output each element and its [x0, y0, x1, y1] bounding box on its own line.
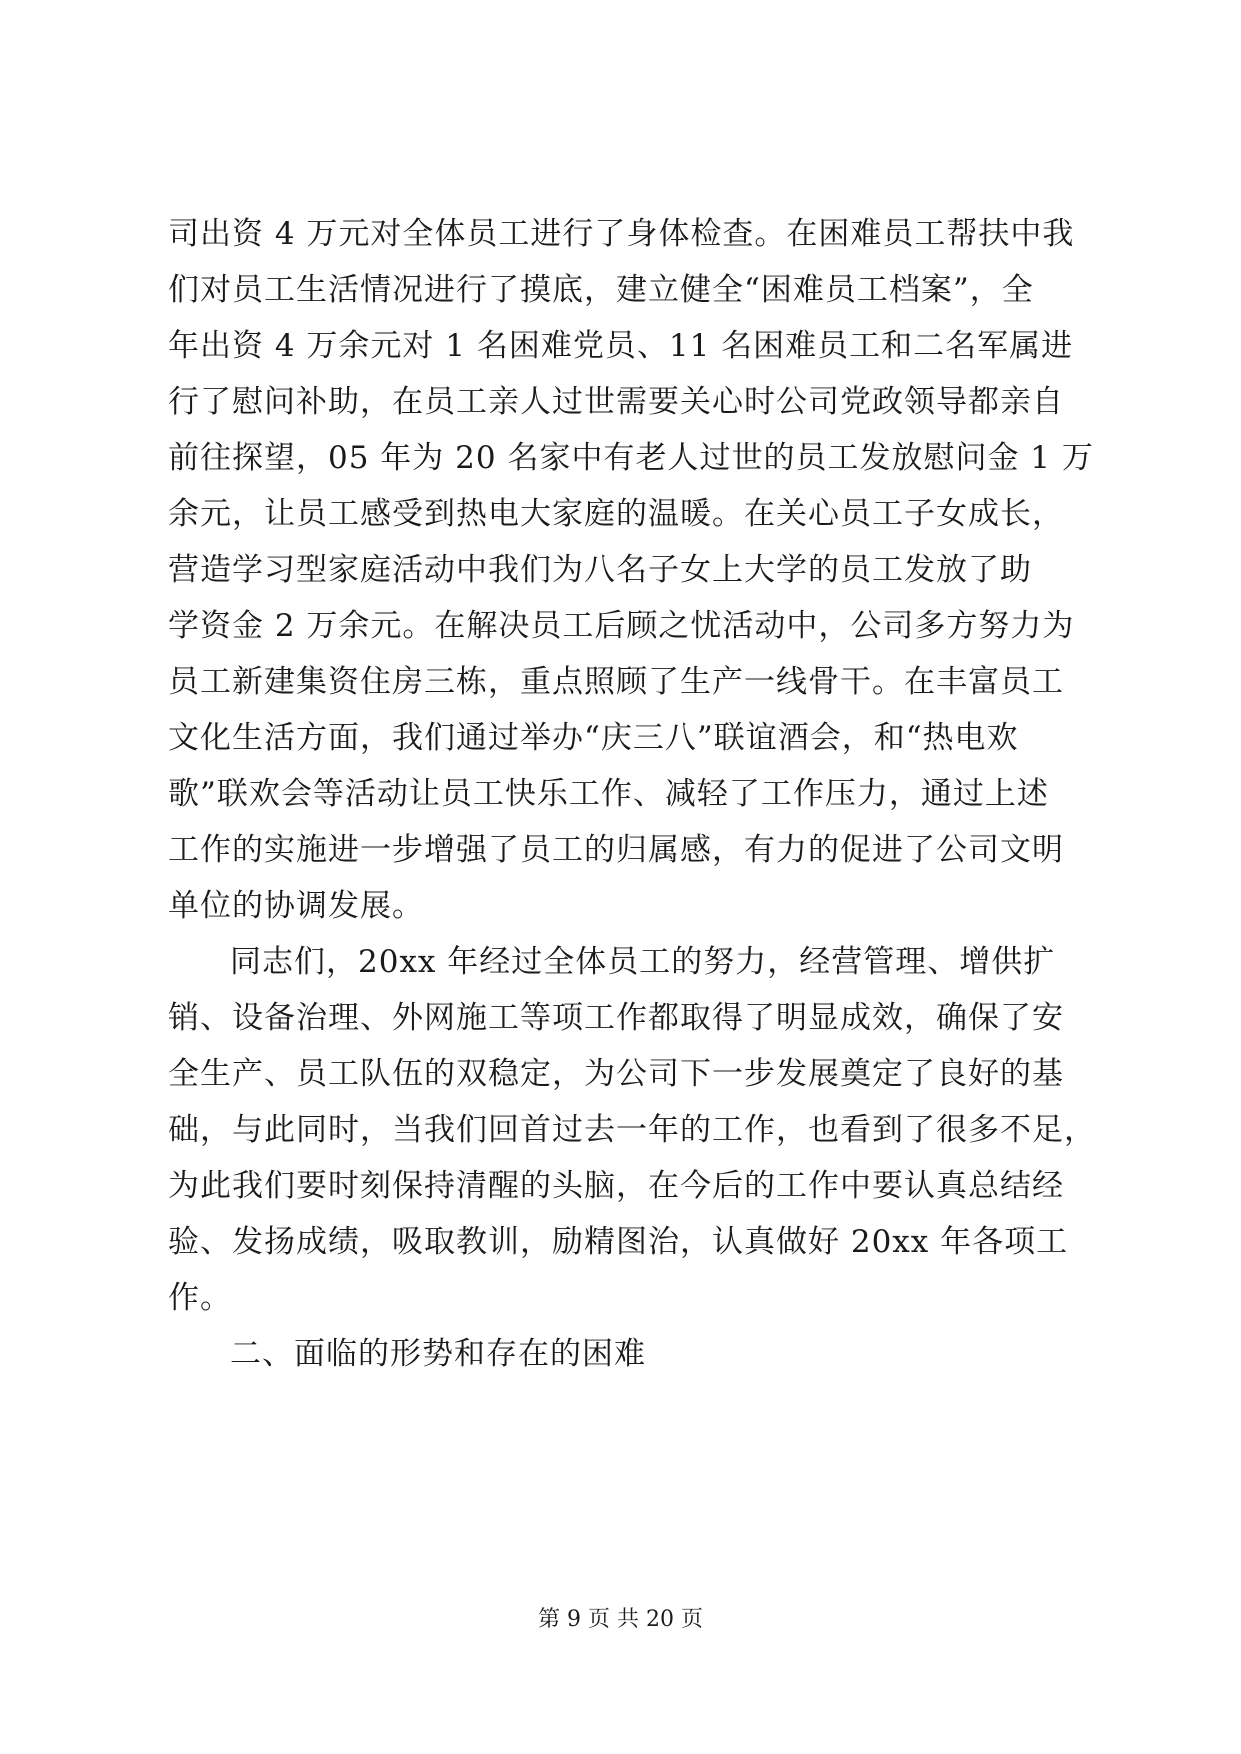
paragraph2-line-1: 同志们，20xx 年经过全体员工的努力，经营管理、增供扩: [230, 944, 1056, 980]
paragraph1-line-13: 单位的协调发展。: [168, 888, 424, 924]
paragraph2-line-5: 为此我们要时刻保持清醒的头脑，在今后的工作中要认真总结经: [168, 1168, 1064, 1204]
paragraph2-line-6: 验、发扬成绩，吸取教训，励精图治，认真做好 20xx 年各项工: [168, 1224, 1069, 1260]
paragraph2-line-2: 销、设备治理、外网施工等项工作都取得了明显成效，确保了安: [168, 1000, 1064, 1036]
paragraph1-line-4: 行了慰问补助，在员工亲人过世需要关心时公司党政领导都亲自: [168, 384, 1064, 420]
paragraph2-line-4: 础，与此同时，当我们回首过去一年的工作，也看到了很多不足，: [168, 1112, 1096, 1148]
paragraph1-line-12: 工作的实施进一步增强了员工的归属感，有力的促进了公司文明: [168, 832, 1064, 868]
paragraph1-line-11: 歌”联欢会等活动让员工快乐工作、减轻了工作压力，通过上述: [168, 776, 1049, 812]
paragraph1-line-9: 员工新建集资住房三栋，重点照顾了生产一线骨干。在丰富员工: [168, 664, 1064, 700]
paragraph1-line-10: 文化生活方面，我们通过举办“庆三八”联谊酒会，和“热电欢: [168, 720, 1019, 756]
page-number-footer: 第 9 页 共 20 页: [538, 1607, 703, 1632]
paragraph1-line-5: 前往探望，05 年为 20 名家中有老人过世的员工发放慰问金 1 万: [168, 440, 1094, 476]
paragraph1-line-2: 们对员工生活情况进行了摸底，建立健全“困难员工档案”，全: [168, 272, 1034, 308]
paragraph1-line-8: 学资金 2 万余元。在解决员工后顾之忧活动中，公司多方努力为: [168, 608, 1075, 644]
section-heading: 二、面临的形势和存在的困难: [230, 1336, 646, 1372]
paragraph2-line-3: 全生产、员工队伍的双稳定，为公司下一步发展奠定了良好的基: [168, 1056, 1064, 1092]
paragraph1-line-6: 余元，让员工感受到热电大家庭的温暖。在关心员工子女成长，: [168, 496, 1064, 532]
paragraph1-line-1: 司出资 4 万元对全体员工进行了身体检查。在困难员工帮扶中我: [168, 216, 1075, 252]
paragraph1-line-3: 年出资 4 万余元对 1 名困难党员、11 名困难员工和二名军属进: [168, 328, 1074, 364]
paragraph2-line-7: 作。: [168, 1280, 232, 1316]
paragraph1-line-7: 营造学习型家庭活动中我们为八名子女上大学的员工发放了助: [168, 552, 1032, 588]
